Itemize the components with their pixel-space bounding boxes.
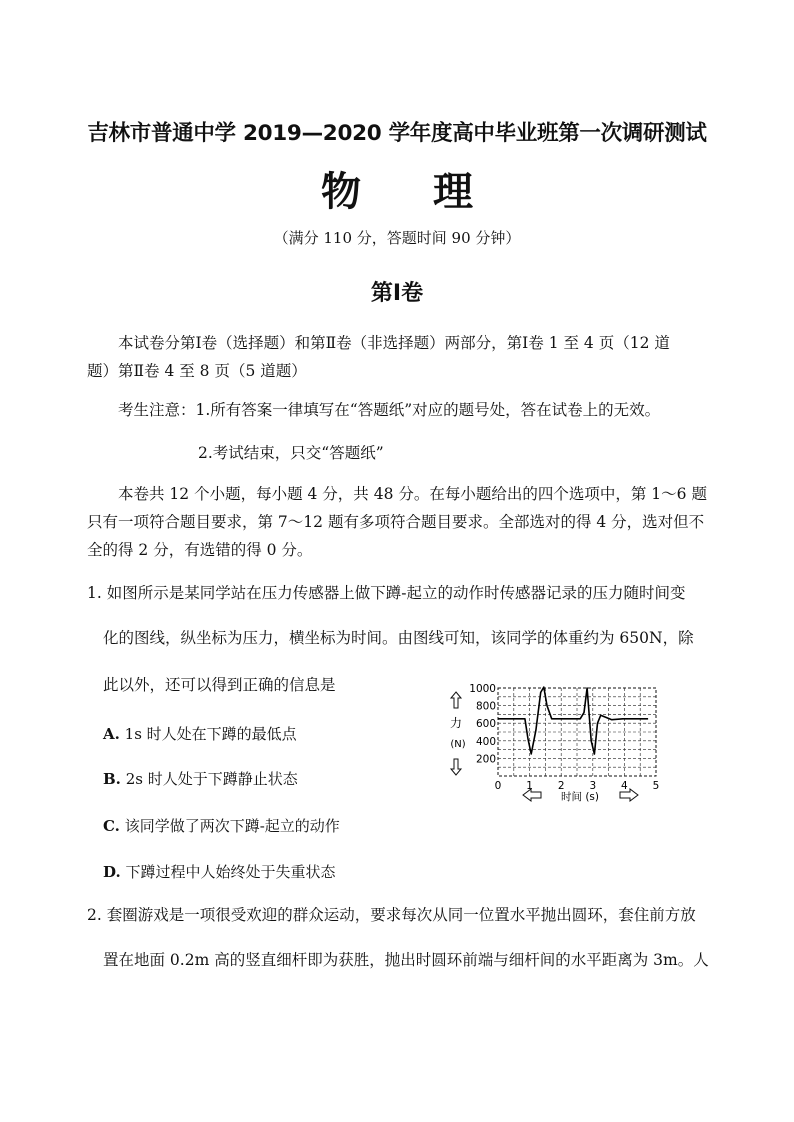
option-text: 1s 时人处在下蹲的最低点	[124, 725, 297, 743]
option-letter: D.	[103, 863, 121, 881]
option-text: 下蹲过程中人始终处于失重状态	[125, 863, 336, 881]
force-time-chart	[440, 678, 670, 806]
chart-grid	[498, 688, 656, 776]
x-axis-label: 时间 (s)	[560, 791, 600, 803]
option-letter: C.	[103, 817, 120, 835]
y-axis-label-char: 力	[449, 716, 463, 730]
option-letter: B.	[103, 770, 121, 788]
option-text: 该同学做了两次下蹲-起立的动作	[124, 817, 340, 835]
y-tick-label: 1000	[469, 683, 496, 695]
y-axis-arrows	[451, 692, 461, 775]
option-letter: A.	[103, 725, 120, 743]
option-a[interactable]	[103, 723, 297, 744]
instructions-line-3: 全的得 2 分，有选错的得 0 分。	[87, 541, 313, 559]
option-text: 2s 时人处于下蹲静止状态	[125, 770, 298, 788]
subject-title	[0, 160, 794, 217]
subject-char-1: 物	[321, 169, 361, 215]
up-arrow-icon	[451, 692, 461, 708]
instructions-line-1: 本卷共 12 个小题，每小题 4 分，共 48 分。在每小题给出的四个选项中，第 1～6 题	[118, 485, 707, 503]
y-tick-label: 600	[475, 718, 496, 731]
x-tick-label: 3	[589, 780, 597, 792]
x-tick-label: 5	[652, 780, 660, 792]
question-1-line-1: 1. 如图所示是某同学站在压力传感器上做下蹲-起立的动作时传感器记录的压力随时间变	[87, 584, 686, 602]
option-b[interactable]	[103, 768, 298, 789]
x-tick-label: 0	[494, 780, 502, 792]
y-axis-label-unit: (N)	[450, 739, 466, 750]
question-2-line-2: 置在地面 0.2m 高的竖直细杆即为获胜，抛出时圆环前端与细杆间的水平距离为 3m。人	[103, 951, 709, 969]
volume-title: 第Ⅰ卷	[370, 281, 424, 306]
plot-frame	[498, 688, 656, 776]
y-tick-label: 800	[475, 700, 496, 713]
x-tick-label: 2	[557, 780, 565, 792]
option-c[interactable]	[103, 815, 340, 836]
question-1-line-2: 化的图线，纵坐标为压力，横坐标为时间。由图线可知，该同学的体重约为 650N，除	[103, 629, 694, 647]
x-tick-label: 4	[621, 780, 628, 792]
down-arrow-icon	[451, 759, 461, 775]
scoring-info: （满分 110 分，答题时间 90 分钟）	[273, 229, 521, 247]
question-2-line-1: 2. 套圈游戏是一项很受欢迎的群众运动，要求每次从同一位置水平抛出圆环，套住前方放	[87, 906, 696, 924]
intro-line-1: 本试卷分第Ⅰ卷（选择题）和第Ⅱ卷（非选择题）两部分，第Ⅰ卷 1 至 4 页（12 道	[118, 334, 670, 352]
question-1-line-3: 此以外，还可以得到正确的信息是	[103, 676, 336, 694]
intro-line-2: 题）第Ⅱ卷 4 至 8 页（5 道题）	[87, 362, 307, 380]
y-tick-label: 200	[475, 753, 496, 766]
notice-line-1: 考生注意：1.所有答案一律填写在“答题纸”对应的题号处，答在试卷上的无效。	[118, 401, 661, 419]
chart-marks	[498, 687, 648, 754]
series-line	[498, 687, 648, 754]
x-tick-label: 1	[526, 780, 533, 792]
notice-line-2: 2.考试结束，只交“答题纸”	[198, 444, 384, 462]
instructions-line-2: 只有一项符合题目要求，第 7～12 题有多项符合题目要求。全部选对的得 4 分，选对但不	[87, 513, 705, 531]
option-d[interactable]	[103, 861, 336, 882]
exam-title: 吉林市普通中学 2019—2020 学年度高中毕业班第一次调研测试	[87, 121, 707, 146]
subject-char-2: 理	[433, 169, 473, 215]
y-tick-label: 400	[475, 735, 496, 748]
